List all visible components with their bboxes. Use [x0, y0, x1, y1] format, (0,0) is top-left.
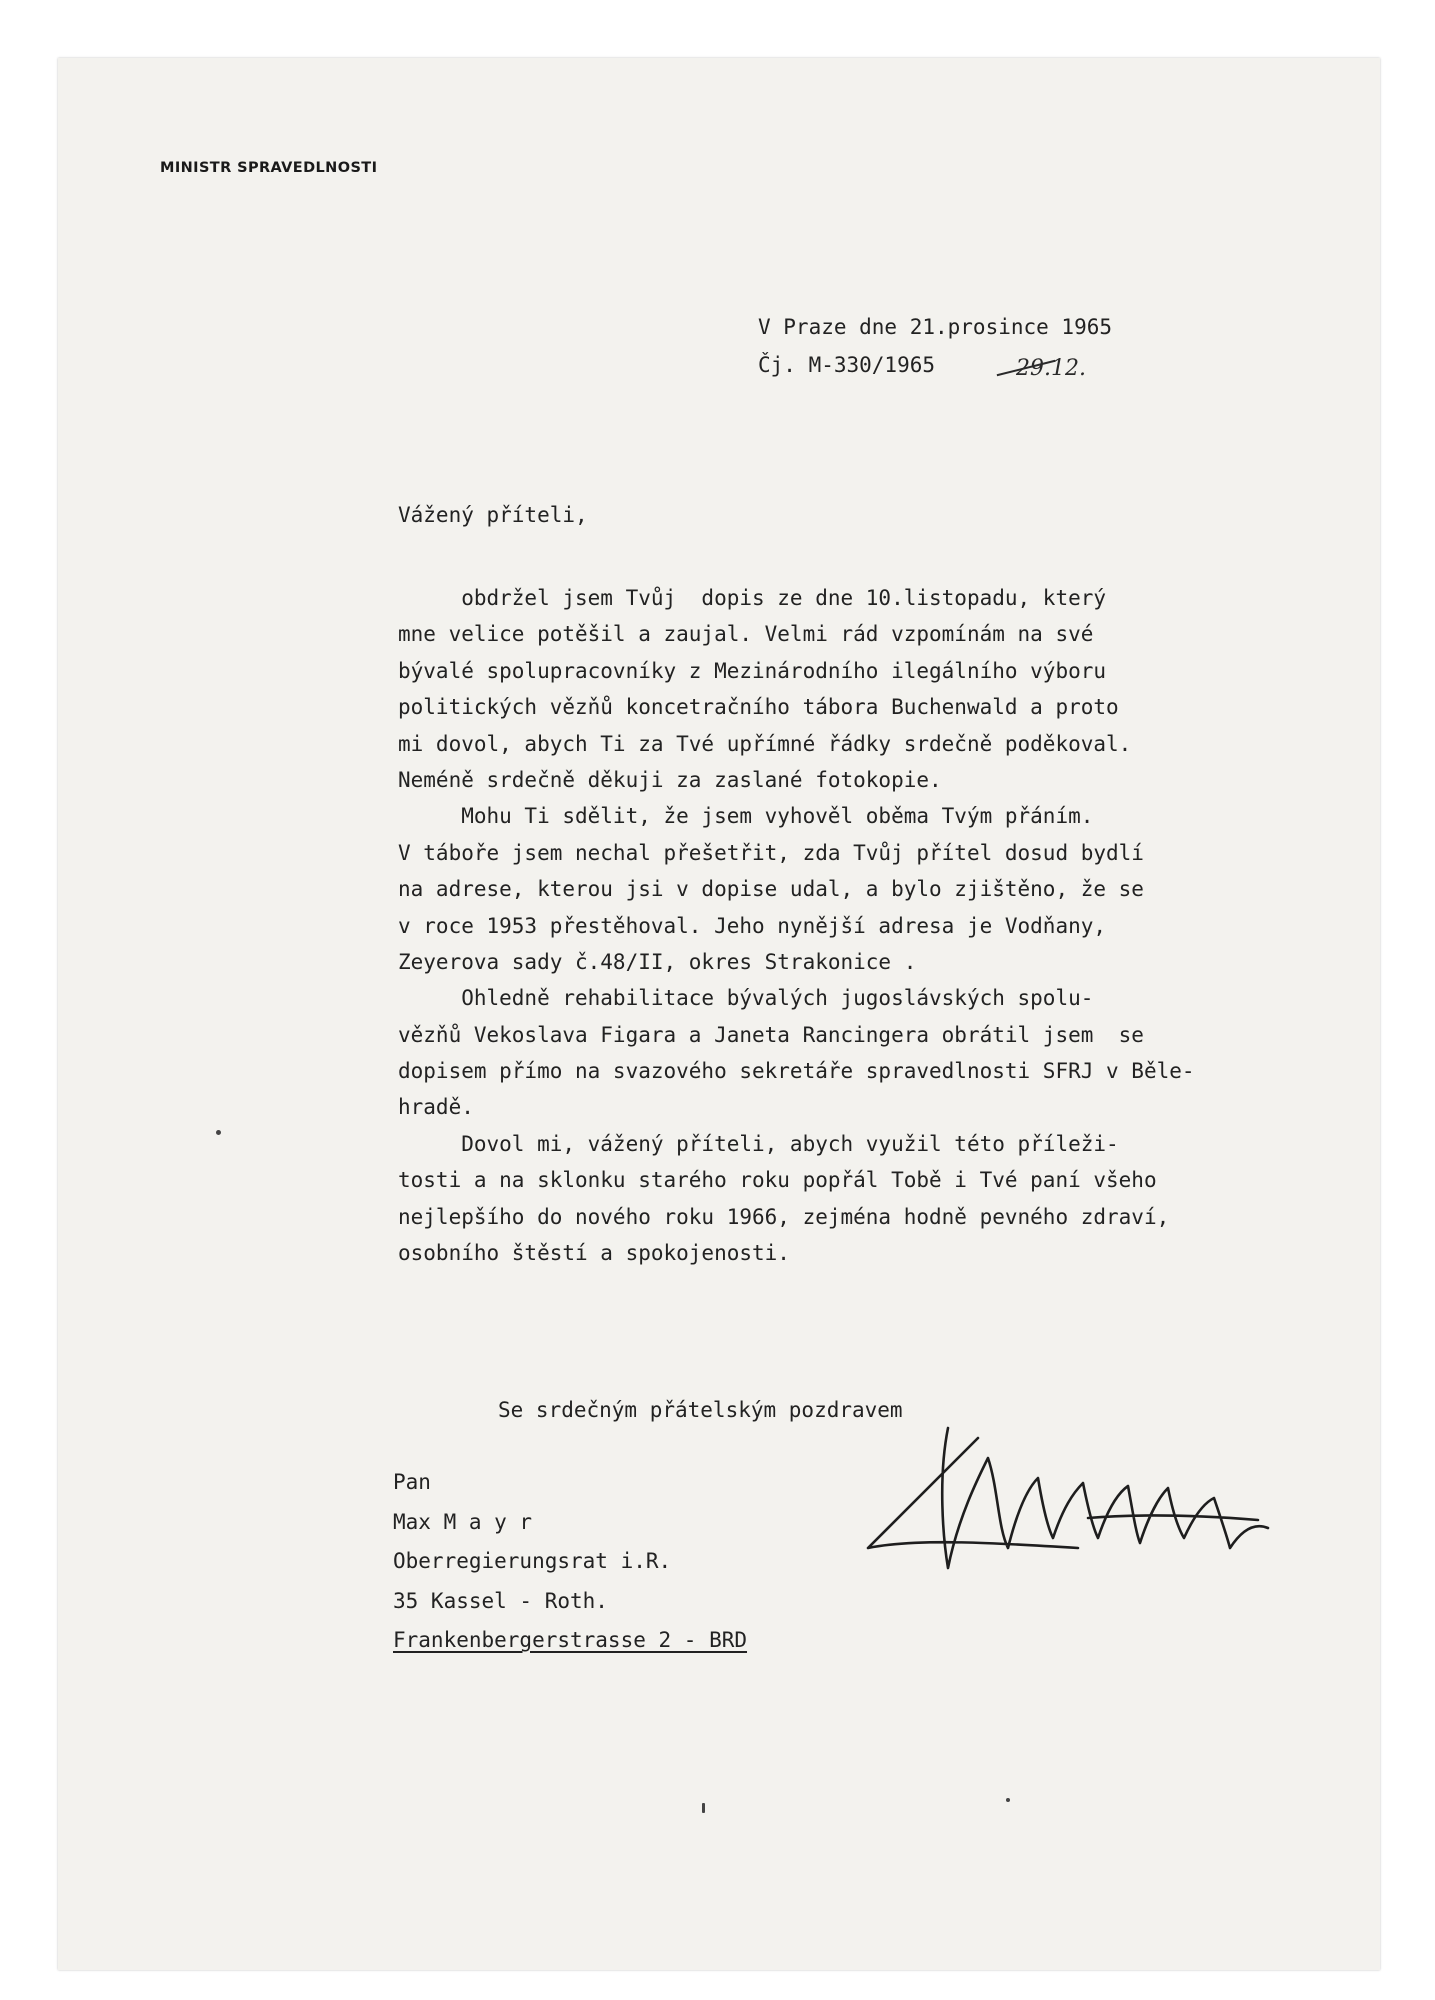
handwritten-date: 29.12. — [1016, 356, 1086, 381]
body-line: Zeyerova sady č.48/II, okres Strakonice . — [398, 949, 917, 974]
closing: Se srdečným přátelským pozdravem — [498, 1398, 903, 1422]
body-line: tosti a na sklonku starého roku popřál Tobě i Tvé paní všeho — [398, 1168, 1157, 1193]
body-line: nejlepšího do nového roku 1966, zejména hodně pevného zdraví, — [398, 1204, 1170, 1229]
body-line: dopisem přímo na svazového sekretáře spravedlnosti SFRJ v Běle- — [398, 1059, 1195, 1084]
reference-number: Čj. M-330/1965 — [758, 353, 936, 377]
paper-speck — [702, 1803, 705, 1813]
body-line: politických vězňů koncetračního tábora Buchenwald a proto — [398, 695, 1119, 720]
body-line: hradě. — [398, 1095, 474, 1120]
recipient-city: 35 Kassel - Roth. — [393, 1588, 608, 1613]
recipient-address — [393, 1463, 747, 1661]
body-line: Ohledně rehabilitace bývalých jugoslávských spolu- — [398, 986, 1094, 1011]
body-line: vězňů Vekoslava Figara a Janeta Rancingera obrátil jsem se — [398, 1022, 1144, 1047]
paper-speck — [216, 1130, 221, 1135]
recipient-title: Oberregierungsrat i.R. — [393, 1549, 672, 1573]
date-line: V Praze dne 21.prosince 1965 — [758, 315, 1113, 339]
body-line: Neméně srdečně děkuji za zaslané fotokopie. — [398, 767, 942, 792]
letter-body — [398, 580, 1338, 1271]
body-line: v roce 1953 přestěhoval. Jeho nynější adresa je Vodňany, — [398, 913, 1107, 938]
address-salutation: Pan — [393, 1470, 431, 1494]
reference-row — [758, 346, 1112, 384]
body-line: V táboře jsem nechal přešetřit, zda Tvůj přítel dosud bydlí — [398, 840, 1144, 865]
body-line: na adrese, kterou jsi v dopise udal, a bylo zjištěno, že se — [398, 877, 1144, 902]
body-line: mne velice potěšil a zaujal. Velmi rád vzpomínám na své — [398, 622, 1094, 647]
date-block — [758, 308, 1112, 384]
recipient-street: Frankenbergerstrasse 2 - BRD — [393, 1628, 748, 1652]
body-line: mi dovol, abych Ti za Tvé upřímné řádky srdečně poděkoval. — [398, 731, 1132, 756]
body-line: Mohu Ti sdělit, že jsem vyhověl oběma Tvým přáním. — [398, 804, 1094, 829]
body-line: osobního štěstí a spokojenosti. — [398, 1241, 790, 1266]
greeting: Vážený příteli, — [398, 503, 588, 527]
letter-sheet — [58, 58, 1380, 1970]
paper-speck — [1006, 1798, 1010, 1802]
body-line: Dovol mi, vážený příteli, abych využil této příleži- — [398, 1131, 1119, 1156]
recipient-name: Max M a y r — [393, 1509, 533, 1534]
letterhead: MINISTR SPRAVEDLNOSTI — [160, 160, 378, 176]
body-line: obdržel jsem Tvůj dopis ze dne 10.listopadu, který — [398, 586, 1107, 610]
signature-icon — [848, 1398, 1288, 1598]
body-line: bývalé spolupracovníky z Mezinárodního ilegálního výboru — [398, 658, 1107, 683]
